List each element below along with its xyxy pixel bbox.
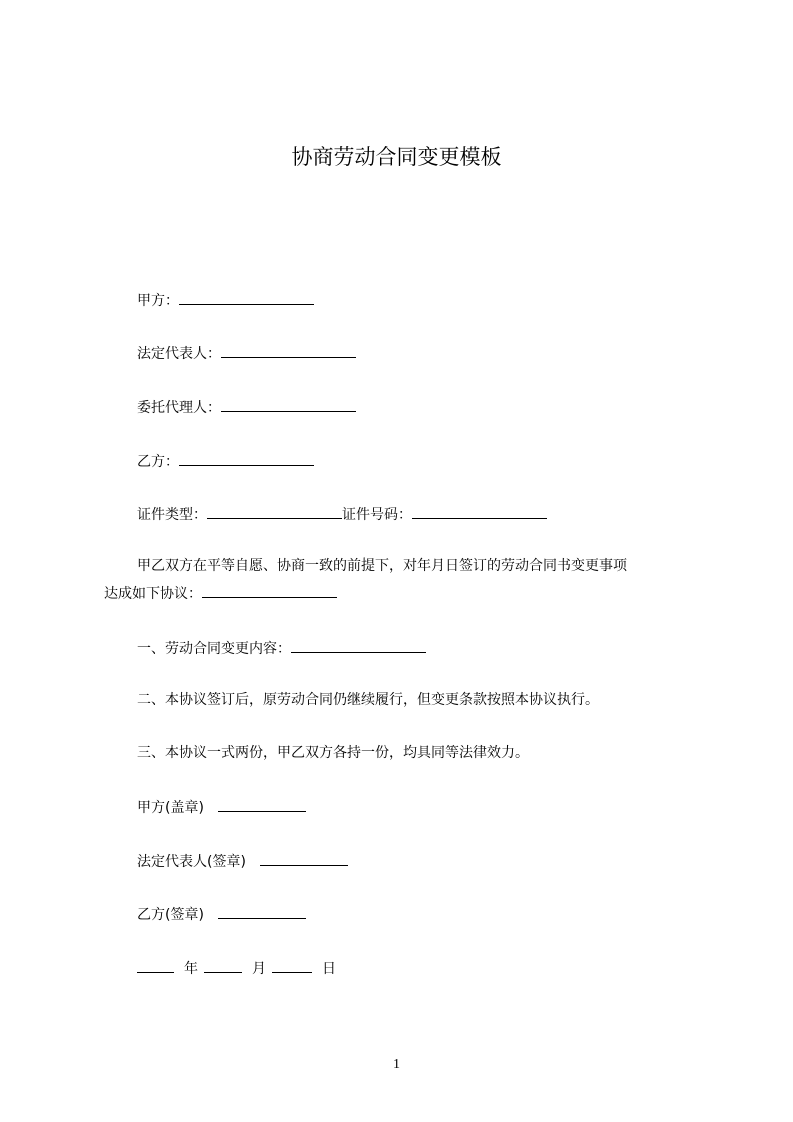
agent-label: 委托代理人： <box>137 400 221 416</box>
intro-blank <box>202 583 337 598</box>
sign-legal-rep-blank <box>260 851 348 866</box>
date-line <box>137 958 336 979</box>
sign-party-b-label: 乙方(签章) <box>137 907 204 923</box>
month-blank <box>204 958 242 973</box>
id-line <box>137 504 547 525</box>
party-a-blank <box>179 290 314 305</box>
day-blank <box>272 958 312 973</box>
sign-party-b-blank <box>218 904 306 919</box>
id-number-label: 证件号码： <box>342 507 412 523</box>
document-title: 协商劳动合同变更模板 <box>291 145 502 169</box>
id-type-label: 证件类型： <box>137 507 207 523</box>
id-number-blank <box>412 504 547 519</box>
clause-2: 二、本协议签订后，原劳动合同仍继续履行，但变更条款按照本协议执行。 <box>137 692 599 708</box>
legal-rep-line <box>137 343 356 364</box>
agent-blank <box>221 397 356 412</box>
legal-rep-label: 法定代表人： <box>137 346 221 362</box>
party-a-label: 甲方： <box>137 293 179 309</box>
party-b-line <box>137 451 314 472</box>
clause-1-label: 一、劳动合同变更内容： <box>137 641 291 657</box>
party-a-line <box>137 290 314 311</box>
year-label: 年 <box>184 961 198 977</box>
party-b-blank <box>179 451 314 466</box>
year-blank <box>137 958 174 973</box>
month-label: 月 <box>252 961 266 977</box>
day-label: 日 <box>322 961 336 977</box>
party-b-label: 乙方： <box>137 454 179 470</box>
intro-line-2: 达成如下协议： <box>104 580 704 608</box>
clause-1-line <box>137 638 426 659</box>
clause-3: 三、本协议一式两份，甲乙双方各持一份，均具同等法律效力。 <box>137 745 529 761</box>
id-type-blank <box>207 504 342 519</box>
clause-1-blank <box>291 638 426 653</box>
sign-legal-rep-label: 法定代表人(签章) <box>137 854 246 870</box>
sign-party-a-blank <box>218 797 306 812</box>
sign-party-a-line <box>137 797 306 818</box>
page-number: 1 <box>393 1057 400 1072</box>
intro-line-1: 甲乙双方在平等自愿、协商一致的前提下，对年月日签订的劳动合同书变更事项 <box>137 558 627 574</box>
sign-party-a-label: 甲方(盖章) <box>137 800 204 816</box>
sign-party-b-line <box>137 904 306 925</box>
legal-rep-blank <box>221 343 356 358</box>
agent-line <box>137 397 356 418</box>
intro-paragraph <box>104 552 704 608</box>
sign-legal-rep-line <box>137 851 348 872</box>
